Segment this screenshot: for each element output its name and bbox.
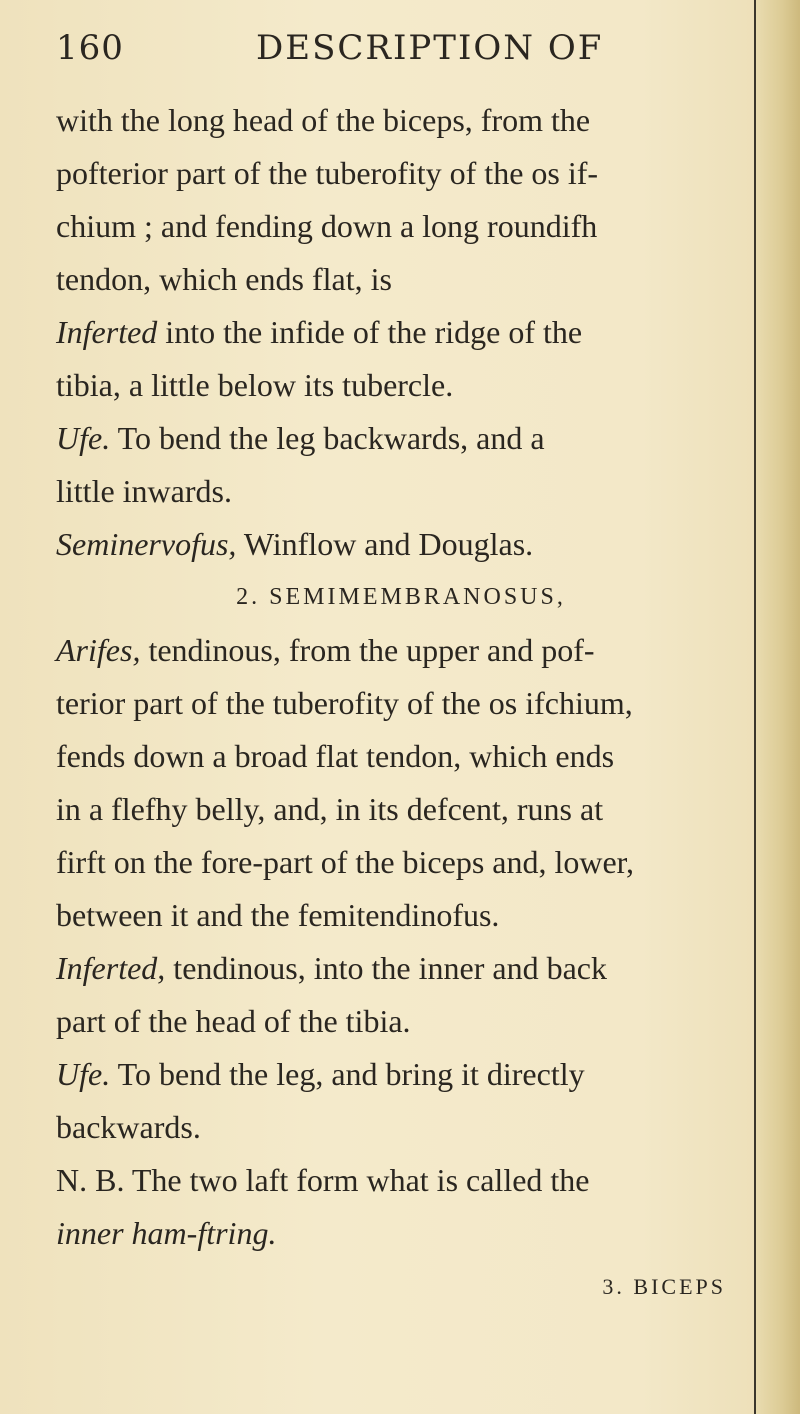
text-line: terior part of the tuberofity of the os ifchium, bbox=[56, 685, 633, 721]
text-line: in a flefhy belly, and, in its defcent, runs at bbox=[56, 791, 604, 827]
inserted-label: Inferted bbox=[56, 314, 158, 350]
text-line: fends down a broad flat tendon, which ends bbox=[56, 738, 615, 774]
text-line: part of the head of the tibia. bbox=[56, 1003, 411, 1039]
text-line: tibia, a little below its tubercle. bbox=[56, 367, 454, 403]
text-line: tendon, which ends flat, is bbox=[56, 261, 392, 297]
use2-paragraph-line bbox=[56, 1048, 746, 1101]
arises-label: Arifes, bbox=[56, 632, 141, 668]
inserted2-paragraph-line bbox=[56, 942, 746, 995]
text-line: backwards. bbox=[56, 1109, 201, 1145]
arises-paragraph-line bbox=[56, 624, 746, 677]
inserted-paragraph-line bbox=[56, 306, 746, 359]
text-line: little inwards. bbox=[56, 473, 232, 509]
page-edge bbox=[754, 0, 800, 1414]
section-title: 2. SEMIMEMBRANOSUS, bbox=[236, 584, 566, 610]
text-line: with the long head of the biceps, from the bbox=[56, 102, 591, 138]
note-italic: inner ham-ftring. bbox=[56, 1215, 277, 1251]
text-line: firft on the fore-part of the biceps and, lower, bbox=[56, 844, 635, 880]
catchword: 3. BICEPS bbox=[602, 1274, 726, 1299]
use-text: To bend the leg backwards, and a bbox=[110, 420, 545, 456]
page-number: 160 bbox=[56, 28, 124, 68]
use-label: Ufe. bbox=[56, 420, 111, 456]
text-line: pofterior part of the tuberofity of the os if- bbox=[56, 155, 599, 191]
text-line: between it and the femitendinofus. bbox=[56, 897, 500, 933]
synonym-line bbox=[56, 518, 746, 571]
use-paragraph-line bbox=[56, 412, 746, 465]
use2-label: Ufe. bbox=[56, 1056, 111, 1092]
synonym-label: Seminervofus, bbox=[56, 526, 237, 562]
note-line-italic bbox=[56, 1207, 746, 1260]
note-line: N. B. The two laft form what is called the bbox=[56, 1162, 590, 1198]
synonym-text: Winflow and Douglas. bbox=[236, 526, 534, 562]
page-header bbox=[56, 28, 716, 78]
body-text bbox=[56, 94, 746, 1313]
inserted2-text: tendinous, into the inner and back bbox=[165, 950, 607, 986]
arises-text: tendinous, from the upper and pof- bbox=[140, 632, 595, 668]
inserted-text: into the infide of the ridge of the bbox=[157, 314, 583, 350]
text-line: chium ; and fending down a long roundifh bbox=[56, 208, 598, 244]
inserted2-label: Inferted, bbox=[56, 950, 166, 986]
use2-text: To bend the leg, and bring it directly bbox=[110, 1056, 585, 1092]
running-head: DESCRIPTION OF bbox=[256, 28, 604, 68]
